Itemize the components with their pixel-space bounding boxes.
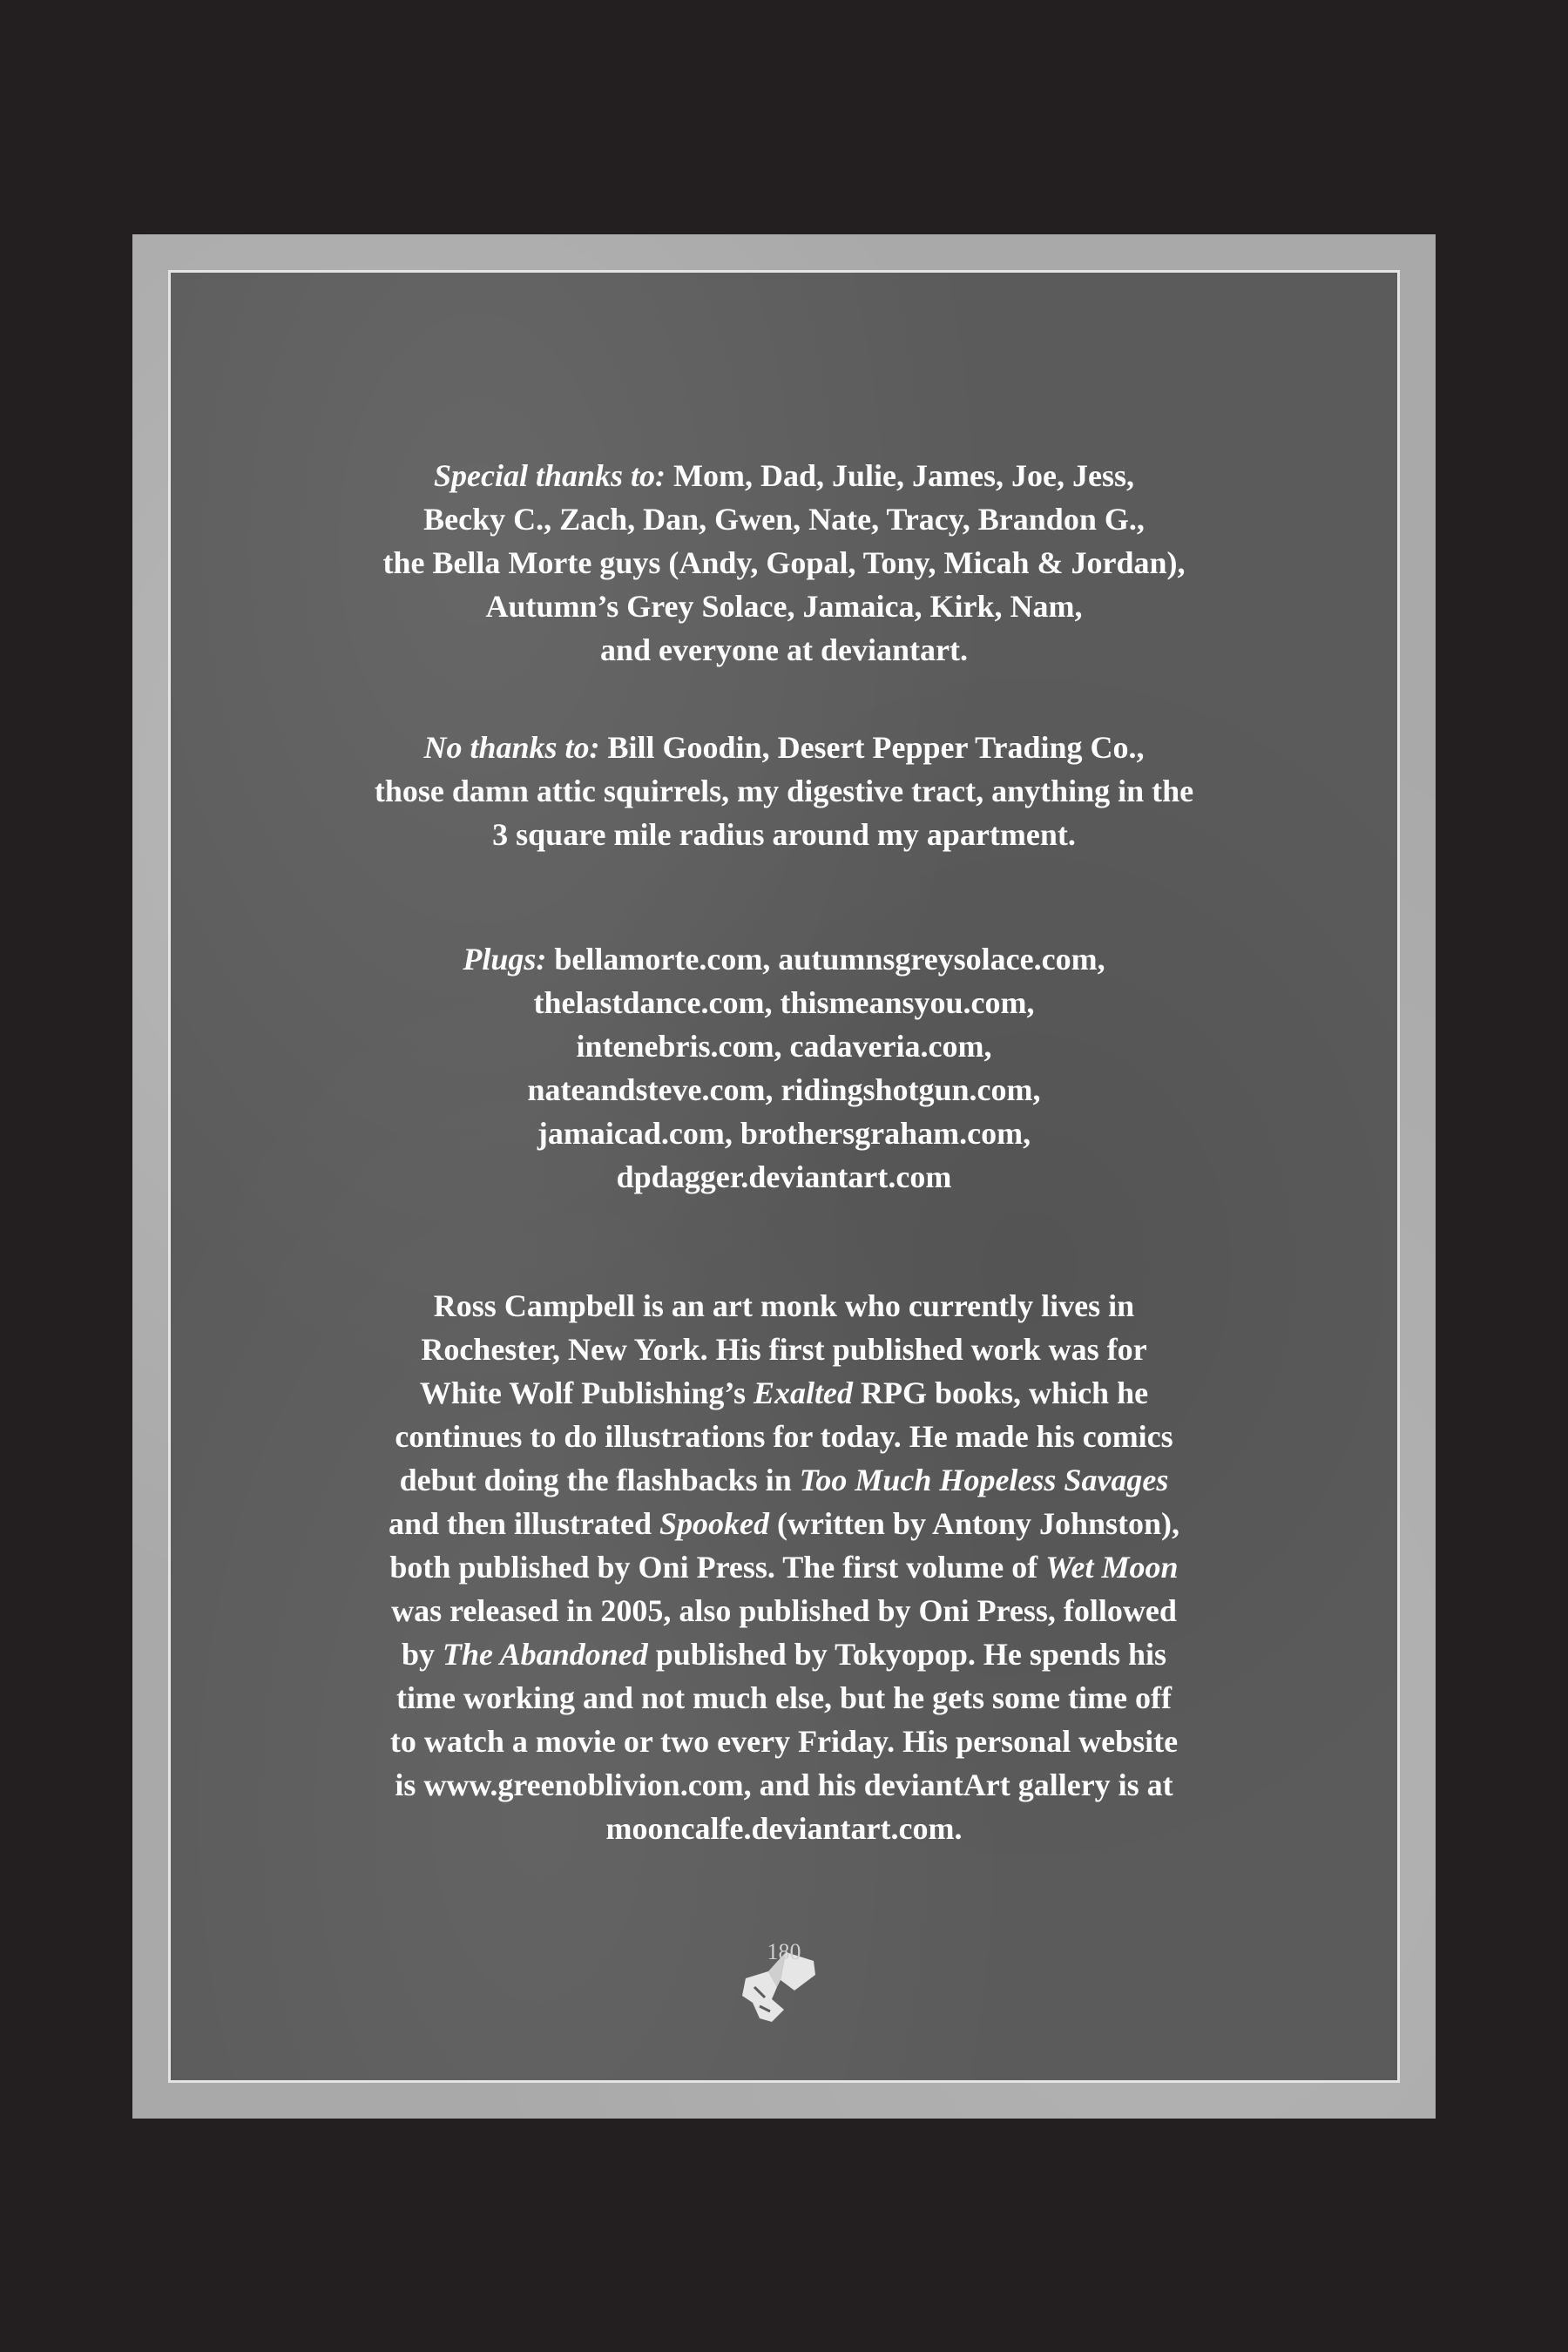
bio-text: (written by Antony Johnston), — [768, 1506, 1180, 1541]
bio-line — [171, 1545, 1397, 1589]
book-title: Too Much Hopeless Savages — [799, 1463, 1169, 1497]
plugs-section — [171, 937, 1397, 1199]
bio-line — [171, 1632, 1397, 1676]
bio-text: by — [401, 1637, 443, 1672]
bio-line: mooncalfe.deviantart.com. — [605, 1811, 963, 1846]
no-thanks-heading: No thanks to: — [423, 730, 600, 765]
plugs-line: dpdagger.deviantart.com — [616, 1159, 952, 1194]
plugs-line: thelastdance.com, thismeansyou.com, — [533, 985, 1035, 1020]
plugs-line: jamaicad.com, brothersgraham.com, — [537, 1116, 1031, 1151]
page-frame — [132, 234, 1436, 2119]
bio-line — [171, 1502, 1397, 1545]
bio-text: RPG books, which he — [853, 1375, 1149, 1410]
no-thanks-line: 3 square mile radius around my apartment. — [492, 817, 1076, 852]
special-thanks-line: Becky C., Zach, Dan, Gwen, Nate, Tracy, Brandon G., — [423, 502, 1145, 537]
bio-text: White Wolf Publishing’s — [419, 1375, 754, 1410]
bio-line: Rochester, New York. His first published work was for — [421, 1332, 1147, 1367]
special-thanks-line: the Bella Morte guys (Andy, Gopal, Tony, Micah & Jordan), — [382, 545, 1186, 580]
bio-text: and then illustrated — [388, 1506, 659, 1541]
book-title: Spooked — [659, 1506, 769, 1541]
no-thanks-line: those damn attic squirrels, my digestive tract, anything in the — [374, 774, 1194, 808]
plugs-line: intenebris.com, cadaveria.com, — [576, 1029, 992, 1064]
special-thanks-section — [171, 454, 1397, 672]
bio-line: to watch a movie or two every Friday. His personal website — [389, 1724, 1179, 1759]
book-title: Exalted — [754, 1375, 854, 1410]
plugs-line: nateandsteve.com, ridingshotgun.com, — [527, 1072, 1041, 1107]
plugs-line — [171, 937, 1397, 981]
book-title: Wet Moon — [1045, 1550, 1179, 1585]
special-thanks-line: Autumn’s Grey Solace, Jamaica, Kirk, Nam, — [485, 589, 1083, 624]
bio-line: time working and not much else, but he gets some time off — [396, 1680, 1172, 1715]
no-thanks-line — [171, 726, 1397, 769]
bio-text: both published by Oni Press. The first volume of — [389, 1550, 1046, 1585]
content-panel — [168, 270, 1400, 2083]
bio-text: published by Tokyopop. He spends his — [647, 1637, 1167, 1672]
bio-line — [171, 1371, 1397, 1415]
bio-line: Ross Campbell is an art monk who currently lives in — [433, 1288, 1135, 1323]
special-thanks-heading: Special thanks to: — [434, 458, 666, 493]
special-thanks-line: and everyone at deviantart. — [600, 632, 968, 667]
bio-line: is www.greenoblivion.com, and his deviantArt gallery is at — [395, 1767, 1173, 1802]
no-thanks-text: Bill Goodin, Desert Pepper Trading Co., — [599, 730, 1145, 765]
plugs-heading: Plugs: — [463, 942, 547, 977]
plugs-text: bellamorte.com, autumnsgreysolace.com, — [546, 942, 1105, 977]
bio-line — [171, 1458, 1397, 1502]
bio-line: continues to do illustrations for today. He made his comics — [395, 1419, 1173, 1454]
bio-text: debut doing the flashbacks in — [399, 1463, 800, 1497]
special-thanks-line — [171, 454, 1397, 497]
page-number: 180 — [767, 1939, 801, 1964]
no-thanks-section — [171, 726, 1397, 856]
author-bio-section — [171, 1284, 1397, 1850]
special-thanks-text: Mom, Dad, Julie, James, Joe, Jess, — [666, 458, 1134, 493]
book-title: The Abandoned — [443, 1637, 648, 1672]
bio-line: was released in 2005, also published by Oni Press, followed — [391, 1593, 1177, 1628]
